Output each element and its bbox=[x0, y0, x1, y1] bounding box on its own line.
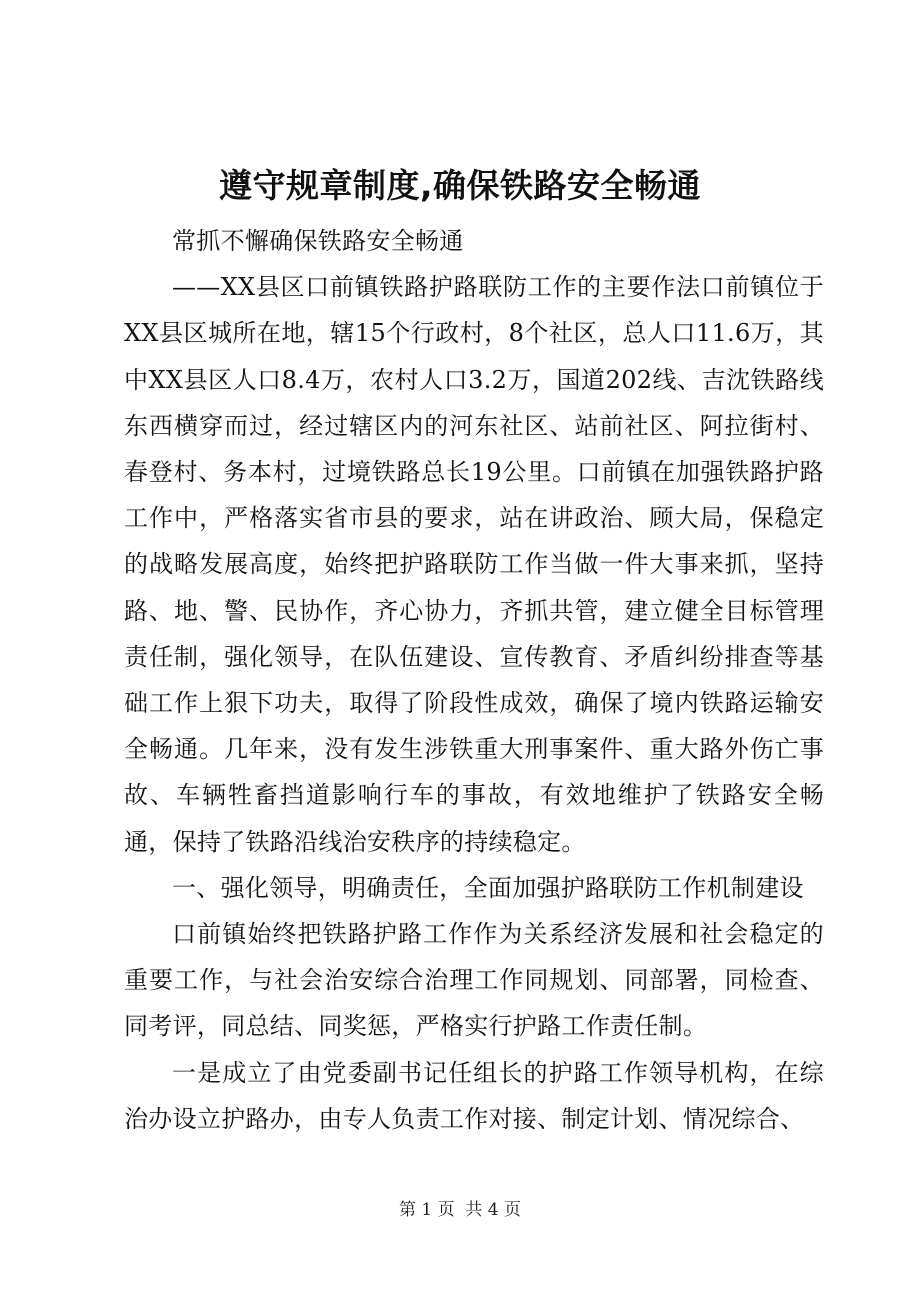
paragraph-point-one: 一是成立了由党委副书记任组长的护路工作领导机构，在综治办设立护路办，由专人负责工作对接、制定计划、情况综合、 bbox=[124, 1058, 824, 1133]
paragraph-subtitle: 常抓不懈确保铁路安全畅通 bbox=[172, 227, 464, 255]
document-body bbox=[124, 218, 824, 1142]
paragraph-section-body: 口前镇始终把铁路护路工作作为关系经济发展和社会稳定的重要工作，与社会治安综合治理工作同规划、同部署，同检查、同考评，同总结、同奖惩，严格实行护路工作责任制。 bbox=[124, 920, 824, 1041]
document-title: 遵守规章制度,确保铁路安全畅通 bbox=[218, 166, 702, 205]
page-footer bbox=[0, 1197, 920, 1223]
paragraph-intro: ——XX县区口前镇铁路护路联防工作的主要作法口前镇位于XX县区城所在地，辖15个行政村，8个社区，总人口11.6万，其中XX县区人口8.4万，农村人口3.2万，国道202线、吉沈铁路线东西横穿而过，经过辖区内的河东社区、站前社区、阿拉街村、春登村、务本村，过境铁路总长19公里。口前镇在加强铁路护路工作中，严格落实省市县的要求，站在讲政治、顾大局，保稳定的战略发展高度，始终把护路联防工作当做一件大事来抓，坚持路、地、警、民协作，齐心协力，齐抓共管，建立健全目标管理责任制，强化领导，在队伍建设、宣传教育、矛盾纠纷排查等基础工作上狠下功夫，取得了阶段性成效，确保了境内铁路运输安全畅通。几年来，没有发生涉铁重大刑事案件、重大路外伤亡事故、车辆牲畜挡道影响行车的事故，有效地维护了铁路安全畅通，保持了铁路沿线治安秩序的持续稳定。 bbox=[124, 273, 824, 856]
page-number-label: 第 1 页 共 4 页 bbox=[398, 1200, 522, 1220]
paragraph-section-heading: 一、强化领导，明确责任，全面加强护路联防工作机制建设 bbox=[172, 873, 804, 902]
